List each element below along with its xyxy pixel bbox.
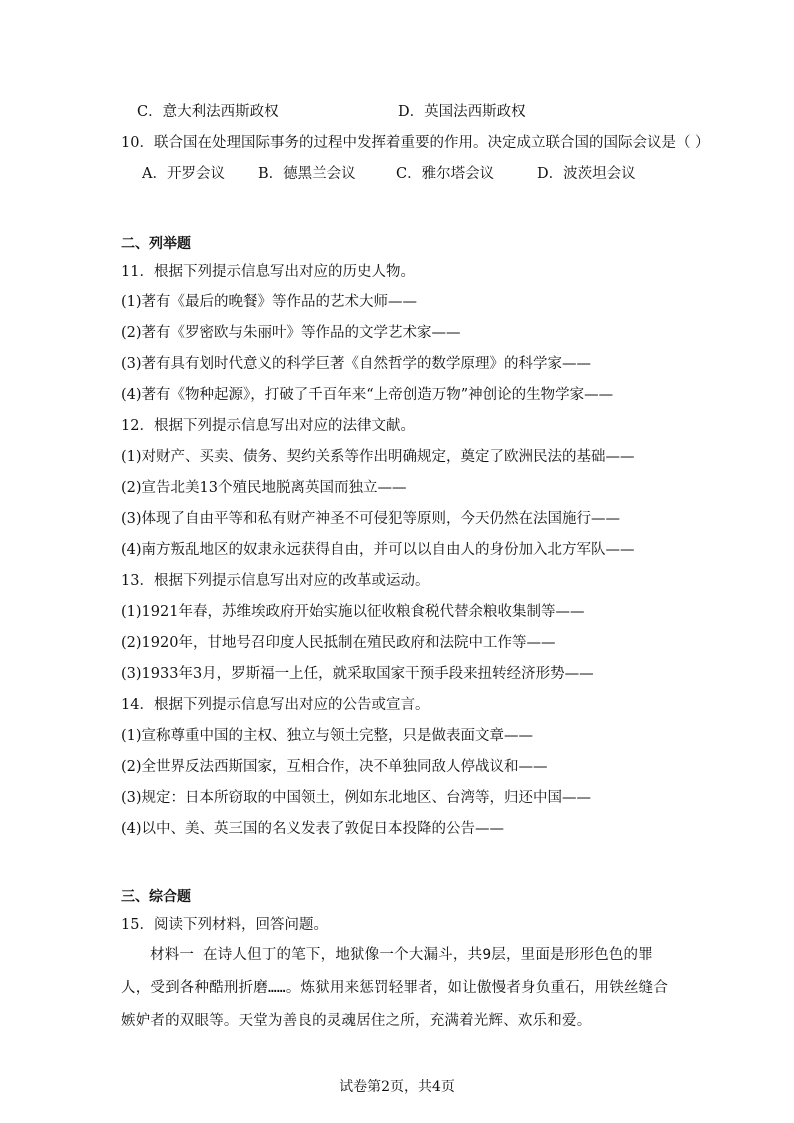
section-heading-listing: 二、列举题: [121, 236, 191, 252]
q10-option-d: D．波茨坦会议: [537, 166, 636, 182]
q12-item-4: (4)南方叛乱地区的奴隶永远获得自由，并可以以自由人的身份加入北方军队——: [121, 542, 635, 558]
q12-item-3: (3)体现了自由平等和私有财产神圣不可侵犯等原则，今天仍然在法国施行——: [121, 511, 621, 527]
q13-item-1: (1)1921年春，苏维埃政府开始实施以征收粮食税代替余粮收集制等——: [121, 604, 585, 620]
q11-item-1: (1)著有《最后的晚餐》等作品的艺术大师——: [121, 294, 418, 310]
q14-item-2: (2)全世界反法西斯国家，互相合作，决不单独同敌人停战议和——: [121, 759, 548, 775]
q13-item-2: (2)1920年，甘地号召印度人民抵制在殖民政府和法院中工作等——: [121, 635, 556, 651]
q10-option-c: C．雅尔塔会议: [396, 166, 495, 182]
q10-option-b: B．德黑兰会议: [258, 166, 356, 182]
q12-item-2: (2)宣告北美13个殖民地脱离英国而独立——: [121, 480, 407, 496]
q14-stem: 14．根据下列提示信息写出对应的公告或宣言。: [121, 697, 430, 713]
q14-item-3: (3)规定：日本所窃取的中国领土，例如东北地区、台湾等，归还中国——: [121, 790, 592, 806]
q14-item-4: (4)以中、美、英三国的名义发表了敦促日本投降的公告——: [121, 821, 505, 837]
q9-option-d: D．英国法西斯政权: [398, 104, 526, 120]
q15-material-1: 材料一 在诗人但丁的笔下，地狱像一个大漏斗，共9层，里面是形形色色的罪人，受到各种酷刑折磨……。炼狱用来惩罚轻罪者，如让傲慢者身负重石，用铁丝缝合嫉妒者的双眼等。天堂为善良的灵魂居住之所，充满着光辉、欢乐和爱。: [121, 947, 669, 1029]
page-footer: 试卷第2页，共4页: [339, 1079, 455, 1095]
q14-item-1: (1)宣称尊重中国的主权、独立与领土完整，只是做表面文章——: [121, 728, 534, 744]
q11-item-4: (4)著有《物种起源》，打破了千百年来“上帝创造万物”神创论的生物学家——: [121, 387, 614, 403]
q10-stem: 10．联合国在处理国际事务的过程中发挥着重要的作用。决定成立联合国的国际会议是（ ）: [121, 135, 710, 151]
q9-option-c: C．意大利法西斯政权: [137, 104, 279, 120]
q15-stem: 15．阅读下列材料，回答问题。: [121, 917, 328, 933]
q11-item-2: (2)著有《罗密欧与朱丽叶》等作品的文学艺术家——: [121, 325, 461, 341]
q13-item-3: (3)1933年3月，罗斯福一上任，就采取国家干预手段来扭转经济形势——: [121, 666, 594, 682]
q12-stem: 12．根据下列提示信息写出对应的法律文献。: [121, 418, 415, 434]
q12-item-1: (1)对财产、买卖、债务、契约关系等作出明确规定，奠定了欧洲民法的基础——: [121, 449, 635, 465]
q11-item-3: (3)著有具有划时代意义的科学巨著《自然哲学的数学原理》的科学家——: [121, 356, 592, 372]
q11-stem: 11．根据下列提示信息写出对应的历史人物。: [121, 264, 415, 280]
q13-stem: 13．根据下列提示信息写出对应的改革或运动。: [121, 573, 430, 589]
q10-option-a: A．开罗会议: [142, 166, 225, 182]
section-heading-comprehensive: 三、综合题: [121, 889, 191, 905]
